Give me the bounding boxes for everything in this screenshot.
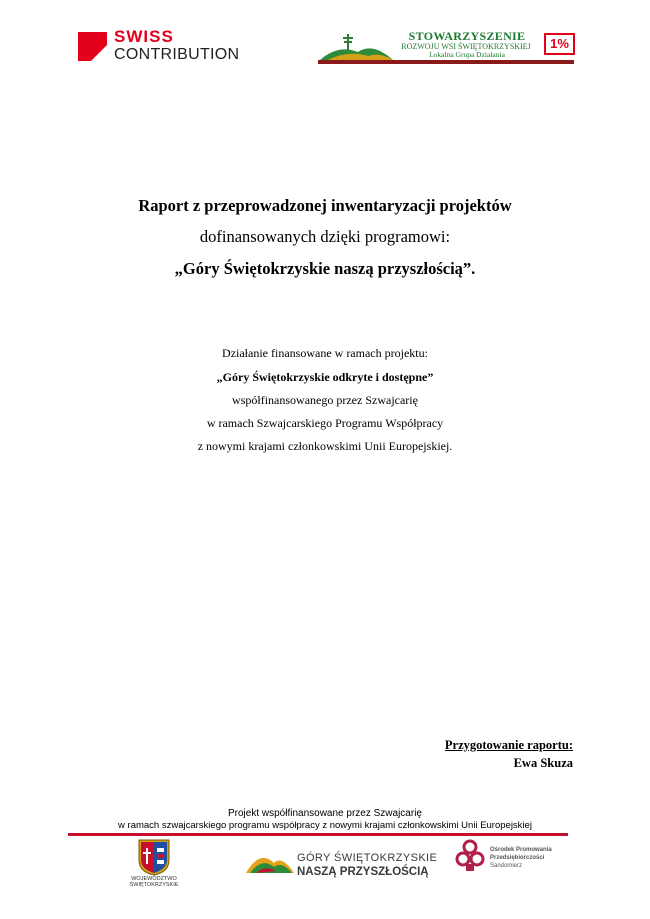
report-title-line3: „Góry Świętokrzyskie naszą przyszłością”.	[174, 259, 476, 278]
swiss-logo-text-bottom: CONTRIBUTION	[114, 46, 240, 63]
prepared-by-name: Ewa Skuza	[513, 756, 573, 770]
report-title-line2: dofinansowanych dzięki programowi:	[199, 227, 451, 246]
ops-line3: Sandomierz	[490, 863, 523, 869]
report-title-line1: Raport z przeprowadzonej inwentaryzacji projektów	[138, 196, 512, 215]
stowarzyszenie-lgd: Lokalna Grupa Działania	[429, 50, 505, 59]
wojewodztwo-label-line1: WOJEWÓDZTWO	[131, 876, 177, 882]
ops-line2: Przedsiębiorczości	[490, 855, 545, 861]
footer-line1: Projekt współfinansowane przez Szwajcarię	[228, 808, 422, 819]
ops-sandomierz-logo-icon	[455, 838, 485, 872]
funding-line4: w ramach Szwajcarskiego Programu Współpracy	[206, 416, 444, 430]
stowarzyszenie-subtitle: ROZWOJU WSI ŚWIĘTOKRZYSKIEJ	[401, 42, 531, 51]
ops-line1: Ośrodek Promowania	[490, 847, 552, 853]
gory-logo-text-bottom: NASZĄ PRZYSZŁOŚCIĄ	[297, 866, 429, 878]
wojewodztwo-label-line2: ŚWIĘTOKRZYSKIE	[129, 882, 179, 888]
prepared-by-label: Przygotowanie raportu:	[444, 738, 573, 752]
footer-divider	[68, 833, 568, 836]
swiss-logo-text-top: SWISS	[114, 27, 174, 46]
funding-line1: Działanie finansowane w ramach projektu:	[222, 346, 428, 360]
one-percent-badge: 1%	[544, 33, 575, 55]
stowarzyszenie-title: STOWARZYSZENIE	[408, 29, 526, 43]
funding-line5: z nowymi krajami członkowskimi Unii Europejskiej.	[197, 439, 453, 453]
wojewodztwo-label	[124, 876, 184, 888]
wojewodztwo-crest-icon	[137, 838, 171, 876]
gory-logo-text-top: GÓRY ŚWIĘTOKRZYSKIE	[297, 852, 438, 864]
funding-project-name: „Góry Świętokrzyskie odkryte i dostępne”	[216, 370, 434, 384]
footer-line2: w ramach szwajcarskiego programu współpracy z nowymi krajami członkowskimi Unii Europejskiej	[118, 820, 532, 831]
funding-line3: współfinansowanego przez Szwajcarię	[232, 393, 418, 407]
gory-swietokrzyskie-logo-icon	[244, 843, 296, 877]
swiss-contribution-logo-icon	[78, 32, 107, 61]
